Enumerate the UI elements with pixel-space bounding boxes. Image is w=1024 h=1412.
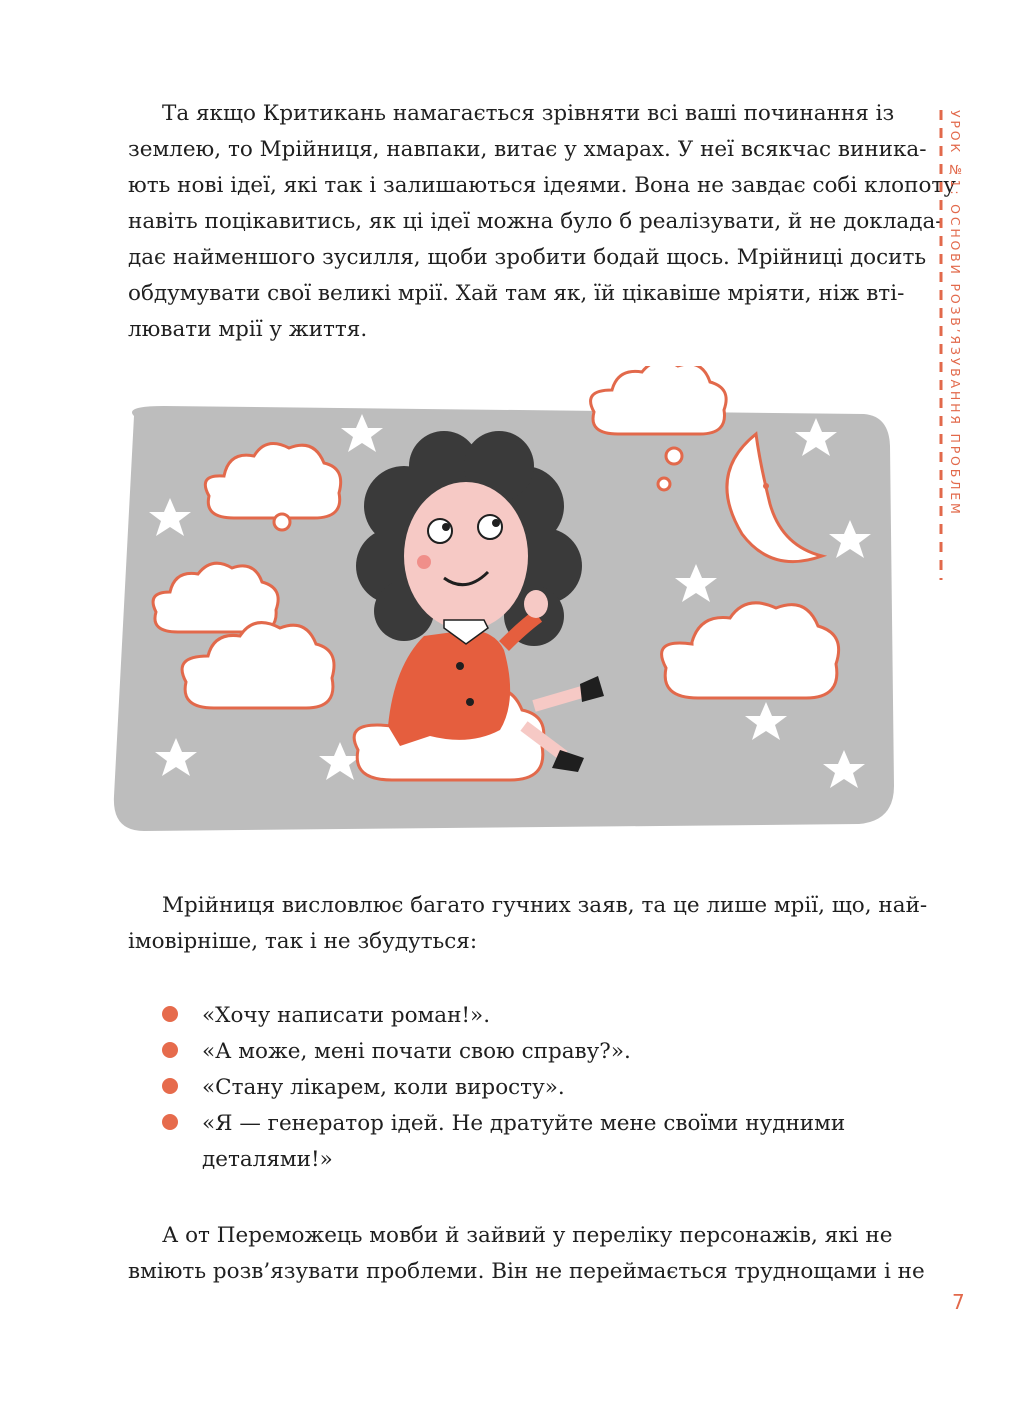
bullet-icon bbox=[162, 1114, 178, 1130]
text-line: імовірніше, так і не збудуться: bbox=[128, 929, 478, 954]
text-line: землею, то Мрійниця, навпаки, витає у хмарах. У неї всякчас виника- bbox=[128, 137, 927, 162]
bullet-icon bbox=[162, 1006, 178, 1022]
list-item-text: «Я — генератор ідей. Не дратуйте мене своїми нудними bbox=[202, 1111, 846, 1136]
list-item bbox=[160, 1106, 880, 1178]
text-line: А от Переможець мовби й зайвий у переліку персонажів, які не bbox=[162, 1223, 893, 1248]
paragraph-1 bbox=[128, 96, 956, 348]
eye-right bbox=[478, 515, 502, 539]
eye-left bbox=[428, 519, 452, 543]
dreamer-illustration bbox=[104, 366, 904, 846]
text-line: Мрійниця висловлює багато гучних заяв, та це лише мрії, що, най- bbox=[162, 893, 928, 918]
chapter-sidebar bbox=[948, 110, 972, 580]
chapter-title: УРОК №1: ОСНОВИ РОЗВ’ЯЗУВАННЯ ПРОБЛЕМ bbox=[948, 110, 963, 517]
text-line: навіть поцікавитись, як ці ідеї можна було б реалізувати, й не доклада- bbox=[128, 209, 943, 234]
list-item-text-continued: деталями!» bbox=[202, 1147, 333, 1172]
thought-bubble bbox=[666, 448, 682, 464]
cloud-icon bbox=[591, 366, 727, 434]
paragraph-3 bbox=[128, 1218, 925, 1290]
thought-bubble bbox=[274, 514, 290, 530]
paragraph-2 bbox=[128, 888, 928, 960]
quote-list bbox=[160, 998, 880, 1178]
list-item bbox=[160, 1070, 880, 1106]
text-line: ють нові ідеї, які так і залишаються ідеями. Вона не завдає собі клопоту bbox=[128, 173, 956, 198]
dashed-rule bbox=[938, 110, 944, 580]
list-item-text: «Хочу написати роман!». bbox=[202, 1003, 491, 1028]
hand bbox=[524, 590, 548, 618]
page-number: 7 bbox=[952, 1290, 965, 1314]
text-line: обдумувати свої великі мрії. Хай там як, їй цікавіше мріяти, ніж вті- bbox=[128, 281, 905, 306]
list-item-text: «А може, мені почати свою справу?». bbox=[202, 1039, 631, 1064]
bullet-icon bbox=[162, 1078, 178, 1094]
text-line: дає найменшого зусилля, щоби зробити бодай щось. Мрійниці досить bbox=[128, 245, 927, 270]
text-line: Та якщо Критикань намагається зрівняти всі ваші починання із bbox=[162, 101, 895, 126]
text-line: лювати мрії у життя. bbox=[128, 317, 368, 342]
list-item bbox=[160, 998, 880, 1034]
list-item bbox=[160, 1034, 880, 1070]
text-line: вміють розв’язувати проблеми. Він не переймається труднощами і не bbox=[128, 1259, 925, 1284]
bullet-icon bbox=[162, 1042, 178, 1058]
moon-eye bbox=[763, 483, 769, 489]
list-item-text: «Стану лікарем, коли виросту». bbox=[202, 1075, 565, 1100]
thought-bubble bbox=[658, 478, 670, 490]
cheek bbox=[417, 555, 431, 569]
